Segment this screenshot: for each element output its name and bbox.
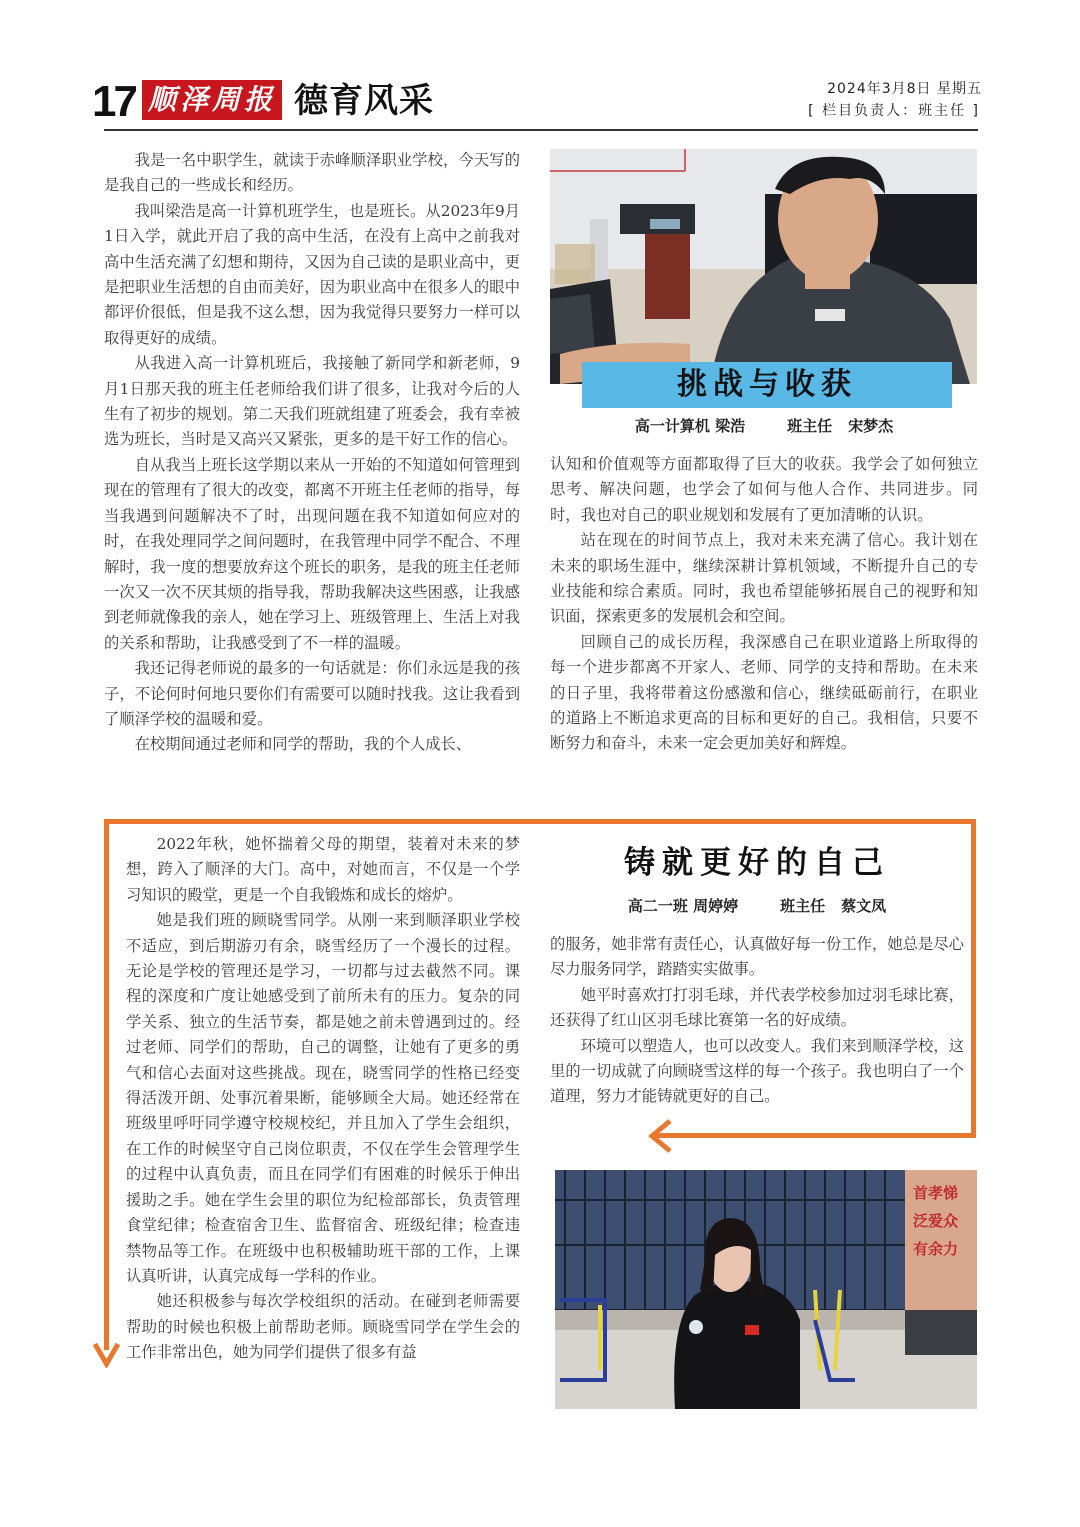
article1-paragraph: 从我进入高一计算机班后，我接触了新同学和新老师，9月1日那天我的班主任老师给我们讲了很多，让我对今后的人生有了初步的规划。第二天我们班就组建了班委会，我有幸被选为班长，当时是又高兴又紧张，更多的是干好工作的信心。 [104, 354, 520, 449]
article2-paragraph: 环境可以塑造人，也可以改变人。我们来到顺泽学校，这里的一切成就了向顾晓雪这样的每一个孩子。我也明白了一个道理，努力才能铸就更好的自己。 [550, 1036, 964, 1106]
student-outdoor-image [555, 1170, 977, 1409]
article2-left-column [126, 832, 520, 1366]
arrow-down-icon [92, 1336, 122, 1368]
wall-slogan-line: 首孝悌 [913, 1184, 959, 1202]
article1-left-column [104, 148, 520, 758]
teacher-name: 宋梦杰 [848, 417, 894, 435]
article2-paragraph: 的服务，她非常有责任心，认真做好每一份工作，她总是尽心尽力服务同学，踏踏实实做事。 [550, 935, 964, 979]
author-name: 梁浩 [715, 417, 746, 435]
author-name: 周婷婷 [693, 897, 739, 915]
article1-title: 挑战与收获 [677, 367, 857, 402]
article2-byline [550, 894, 964, 918]
article1-right-column [550, 452, 978, 757]
wall-slogan-line: 泛爱众 [913, 1212, 959, 1230]
wall-slogan-line: 有余力 [913, 1240, 959, 1258]
issue-date: 2024年3月8日 星期五 [827, 81, 982, 97]
author-class: 高二一班 [627, 897, 688, 915]
section-title: 德育风采 [294, 81, 434, 121]
article1-paragraph: 认知和价值观等方面都取得了巨大的收获。我学会了如何独立思考、解决问题，也学会了如何与他人合作、共同进步。同时，我也对自己的职业规划和发展有了更加清晰的认识。 [550, 455, 978, 524]
article1-paragraph: 我叫梁浩是高一计算机班学生，也是班长。从2023年9月1日入学，就此开启了我的高中生活，在没有上高中之前我对高中生活充满了幻想和期待，又因为自己读的是职业高中，更是把职业生活想的自由而美好，因为职业高中在很多人的眼中都评价很低，但是我不这么想，因为我觉得只要努力一样可以取得更好的成绩。 [104, 201, 520, 347]
article1-paragraph: 我是一名中职学生，就读于赤峰顺泽职业学校，今天写的是我自己的一些成长和经历。 [104, 151, 520, 195]
article1-paragraph: 在校期间通过老师和同学的帮助，我的个人成长、 [134, 735, 472, 754]
student-at-computer-image [550, 149, 977, 384]
teacher-label: 班主任 [780, 897, 826, 915]
page-number: 17 [92, 77, 135, 126]
article2-paragraph: 2022年秋，她怀揣着父母的期望，装着对未来的梦想，跨入了顺泽的大门。高中，对她而言，不仅是一个学习知识的殿堂，更是一个自我锻炼和成长的熔炉。 [126, 835, 520, 904]
orange-frame-top [104, 819, 976, 824]
arrow-left-icon [644, 1118, 676, 1154]
header-divider [104, 129, 978, 131]
orange-frame-left [104, 819, 109, 1350]
article1-paragraph: 回顾自己的成长历程，我深感自己在职业道路上所取得的每一个进步都离不开家人、老师、同学的支持和帮助。在未来的日子里，我将带着这份感激和信心，继续砥砺前行，在职业的道路上不断追求更高的目标和更好的自己。我相信，只要不断努力和奋斗，未来一定会更加美好和辉煌。 [550, 632, 978, 753]
article1-byline [550, 414, 978, 438]
article2-right-column [550, 932, 964, 1110]
orange-frame-bottom [652, 1133, 976, 1138]
article2-paragraph: 她还积极参与每次学校组织的活动。在碰到老师需要帮助的时候也积极上前帮助老师。顾晓雪同学在学生会的工作非常出色，她为同学们提供了很多有益 [126, 1292, 520, 1362]
article2-title: 铸就更好的自己 [624, 845, 890, 881]
author-class: 高一计算机 [634, 417, 710, 435]
article1-paragraph: 我还记得老师说的最多的一句话就是：你们永远是我的孩子，不论何时何地只要你们有需要可以随时找我。这让我看到了顺泽学校的温暖和爱。 [104, 659, 520, 728]
orange-frame-right [971, 819, 976, 1137]
newspaper-masthead: 顺泽周报 [142, 80, 282, 120]
article2-photo [555, 1170, 977, 1409]
article2-paragraph: 她平时喜欢打打羽毛球，并代表学校参加过羽毛球比赛，还获得了红山区羽毛球比赛第一名的好成绩。 [550, 985, 964, 1030]
teacher-label: 班主任 [787, 417, 833, 435]
article1-photo [550, 149, 977, 384]
article1-paragraph: 自从我当上班长这学期以来从一开始的不知道如何管理到现在的管理有了很大的改变，都离不开班主任老师的指导，每当我遇到问题解决不了时，出现问题在我不知道如何应对的时，在我处理同学之间问题时，在我管理中同学不配合、不理解时，我一度的想要放弃这个班长的职务，是我的班主任老师一次又一次不厌其烦的指导我，帮助我解决这些困惑，让我感到老师就像我的亲人，她在学习上、班级管理上、生活上对我的关系和帮助，让我感受到了不一样的温暖。 [104, 455, 520, 652]
column-editor: [ 栏目负责人：班主任 ] [808, 103, 980, 119]
teacher-name: 蔡文凤 [841, 897, 887, 915]
article2-paragraph: 她是我们班的顾晓雪同学。从刚一来到顺泽职业学校不适应，到后期游刃有余，晓雪经历了一个漫长的过程。无论是学校的管理还是学习，一切都与过去截然不同。课程的深度和广度让她感受到了前所未有的压力。复杂的同学关系、独立的生活节奏，都是她之前未曾遇到过的。经过老师、同学们的帮助，自己的调整，让她有了更多的勇气和信心去面对这些挑战。现在，晓雪同学的性格已经变得活泼开朗、处事沉着果断，能够顾全大局。她还经常在班级里呼吁同学遵守校规校纪，并且加入了学生会组织，在工作的时候坚守自己岗位职责，不仅在学生会管理学生的过程中认真负责，而且在同学们有困难的时候乐于伸出援助之手。她在学生会里的职位为纪检部部长，负责管理食堂纪律；检查宿舍卫生、监督宿舍、班级纪律；检查违禁物品等工作。在班级中也积极辅助班干部的工作，上课认真听讲，认真完成每一学科的作业。 [126, 911, 520, 1285]
article1-paragraph: 站在现在的时间节点上，我对未来充满了信心。我计划在未来的职场生涯中，继续深耕计算机领域，不断提升自己的专业技能和综合素质。同时，我也希望能够拓展自己的视野和知识面，探索更多的发展机会和空间。 [550, 531, 978, 626]
